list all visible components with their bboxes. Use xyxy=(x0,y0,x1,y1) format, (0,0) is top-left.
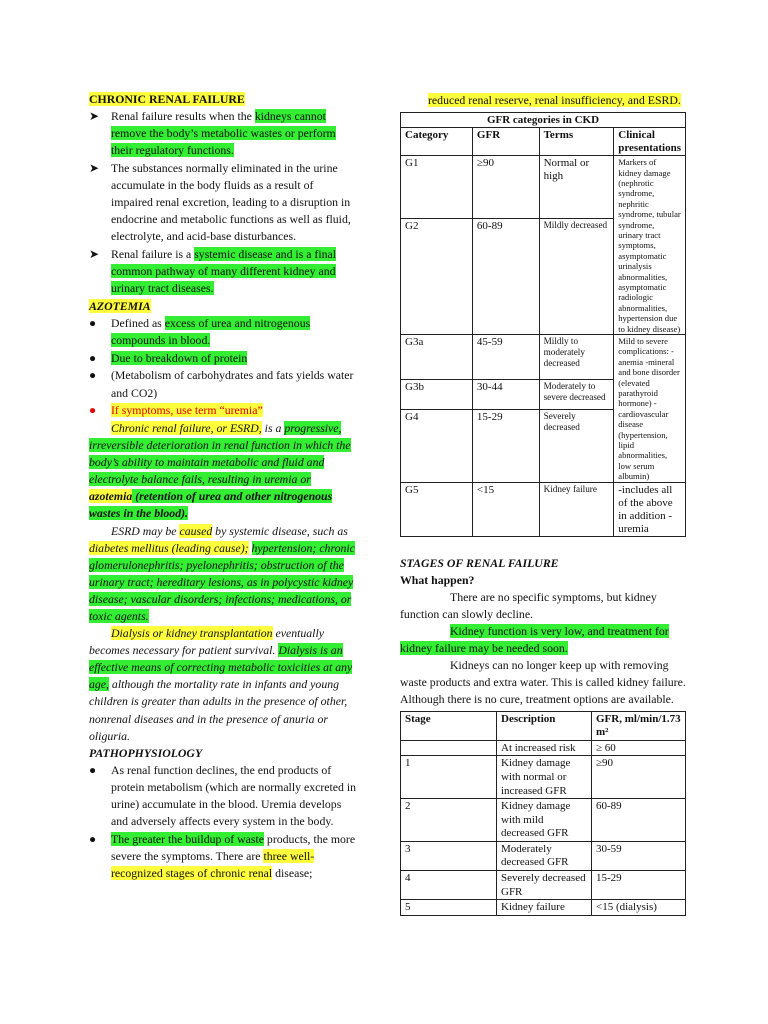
dot-bullet-icon: ● xyxy=(89,368,97,383)
dot-bullet: ● As renal function declines, the end products of protein metabolism (which are normally excreted in urine) accumulate in the blood. Uremia develops and adversely affects every system in the body. xyxy=(89,762,357,829)
paragraph-esrd: ESRD may be caused by systemic disease, such as diabetes mellitus (leading cause); hypertension; chronic glomerulonephritis; pyelonephritis; obstruction of the urinary tract; hereditary lesions, as in polycystic kidney disease; vascular disorders; infections; medications, or toxic agents. xyxy=(89,523,355,623)
paragraph-stage-1: There are no specific symptoms, but kidney function can slowly decline. xyxy=(400,589,657,621)
dot-bullet-icon: ● xyxy=(89,316,97,330)
table-row: G5 <15 Kidney failure -includes all of the above in addition -uremia xyxy=(401,482,686,536)
dot-bullet: ● The greater the buildup of waste products, the more severe the symptoms. There are three well-recognized stages of chronic renal disease; xyxy=(89,831,356,880)
table-row: G1 ≥90 Normal or high Markers of kidney damage (nephrotic syndrome, nephritic syndrome, tubular syndrome, urinary tract symptoms, asymptomatic urinalysis abnormalities, asymptomatic radiologic abnormalities, hypertension due to kidney disease) xyxy=(401,156,686,219)
table-row: 1 Kidney damage with normal or increased GFR ≥90 xyxy=(401,756,686,799)
dot-bullet-red: ● If symptoms, use term “uremia” xyxy=(89,402,357,419)
table-header: Category xyxy=(401,128,473,156)
arrow-bullet-icon: ➤ xyxy=(89,247,99,262)
table-row: G2 60-89 Mildly decreased xyxy=(401,219,686,335)
subheading-what-happen: What happen? xyxy=(400,572,475,587)
table-row: 4 Severely decreased GFR 15-29 xyxy=(401,871,686,900)
right-column xyxy=(400,92,686,916)
dot-bullet: ● (Metabolism of carbohydrates and fats yields water and CO2) xyxy=(89,368,354,400)
arrow-bullet: ➤ Renal failure results when the kidneys cannot remove the body’s metabolic wastes or perform their regulatory functions. xyxy=(89,109,336,158)
clinical-cell: -includes all of the above in addition -uremia xyxy=(614,482,686,536)
table-header: Clinical presentations xyxy=(614,128,686,156)
dot-bullet-icon: ● xyxy=(89,350,97,365)
paragraph-stage-3: Kidneys can no longer keep up with removing waste products and extra water. This is called kidney failure. Although there is no cure, treatment options are available. xyxy=(400,658,686,707)
heading-pathophysiology: PATHOPHYSIOLOGY xyxy=(89,745,203,760)
dot-bullet-icon: ● xyxy=(89,762,97,777)
paragraph-stage-2: Kidney function is very low, and treatment for kidney failure may be needed soon. xyxy=(400,624,669,656)
paragraph-dialysis: Dialysis or kidney transplantation eventually becomes necessary for patient survival. Dialysis is an effective means of correcting metabolic toxicities at any age, although the mortality rate in infants and young children is greater than adults in the presence of other, nonrenal diseases and in the presence of anuria or oliguria. xyxy=(89,626,353,743)
table-row: G4 15-29 Severely decreased xyxy=(401,410,686,483)
dot-bullet: ● Defined as excess of urea and nitrogenous compounds in blood. xyxy=(89,316,311,348)
continued-text: reduced renal reserve, renal insufficiency, and ESRD. xyxy=(428,93,681,107)
dot-bullet-icon: ● xyxy=(89,831,97,846)
table-header: Stage xyxy=(401,711,497,740)
left-column xyxy=(89,91,357,883)
paragraph-crf: Chronic renal failure, or ESRD, is a progressive, irreversible deterioration in renal function in which the body’s ability to maintain metabolic and fluid and electrolyte balance fails, resulting in uremia or azotemia (retention of urea and other nitrogenous wastes in the blood). xyxy=(89,420,351,521)
table-caption: GFR categories in CKD xyxy=(401,113,686,128)
arrow-bullet: ➤ The substances normally eliminated in the urine accumulate in the body fluids as a result of impaired renal excretion, leading to a disruption in endocrine and metabolic functions as well as fluid, electrolyte, and acid-base disturbances. xyxy=(89,160,351,244)
heading-azotemia: AZOTEMIA xyxy=(89,298,151,313)
heading-chronic-renal-failure: CHRONIC RENAL FAILURE xyxy=(89,92,245,106)
clinical-cell: Mild to severe complications: -anemia -mineral and bone disorder (elevated parathyroid hormone) -cardiovascular disease (hypertension, lipid abnormalities, low serum albumin) xyxy=(614,335,686,483)
arrow-bullet-icon: ➤ xyxy=(89,109,99,124)
dot-bullet: ● Due to breakdown of protein xyxy=(89,350,357,367)
stages-table xyxy=(400,711,686,916)
table-row: 5 Kidney failure <15 (dialysis) xyxy=(401,900,686,916)
dot-bullet-icon: ● xyxy=(89,403,97,418)
arrow-bullet-icon: ➤ xyxy=(89,160,99,175)
arrow-bullet: ➤ Renal failure is a systemic disease and is a final common pathway of many different kidney and urinary tract diseases. xyxy=(89,247,337,296)
table-header: Terms xyxy=(539,128,614,156)
gfr-categories-table xyxy=(400,112,686,537)
heading-stages: STAGES OF RENAL FAILURE xyxy=(400,555,559,570)
table-row: G3a 45-59 Mildly to moderately decreased Mild to severe complications: -anemia -mineral and bone disorder (elevated parathyroid hormone) -cardiovascular disease (hypertension, lipid abnormalities, low serum albumin) xyxy=(401,335,686,380)
table-header: GFR xyxy=(472,128,539,156)
table-row: 3 Moderately decreased GFR 30-59 xyxy=(401,841,686,870)
table-row: 2 Kidney damage with mild decreased GFR 60-89 xyxy=(401,799,686,842)
table-header: Description xyxy=(497,711,592,740)
table-row: G3b 30-44 Moderately to severe decreased xyxy=(401,380,686,410)
table-row: At increased risk ≥ 60 xyxy=(401,740,686,756)
clinical-cell: Markers of kidney damage (nephrotic syndrome, nephritic syndrome, tubular syndrome, urinary tract symptoms, asymptomatic urinalysis abnormalities, asymptomatic radiologic abnormalities, hypertension due to kidney disease) xyxy=(614,156,686,335)
table-header: GFR, ml/min/1.73 m² xyxy=(592,711,686,740)
